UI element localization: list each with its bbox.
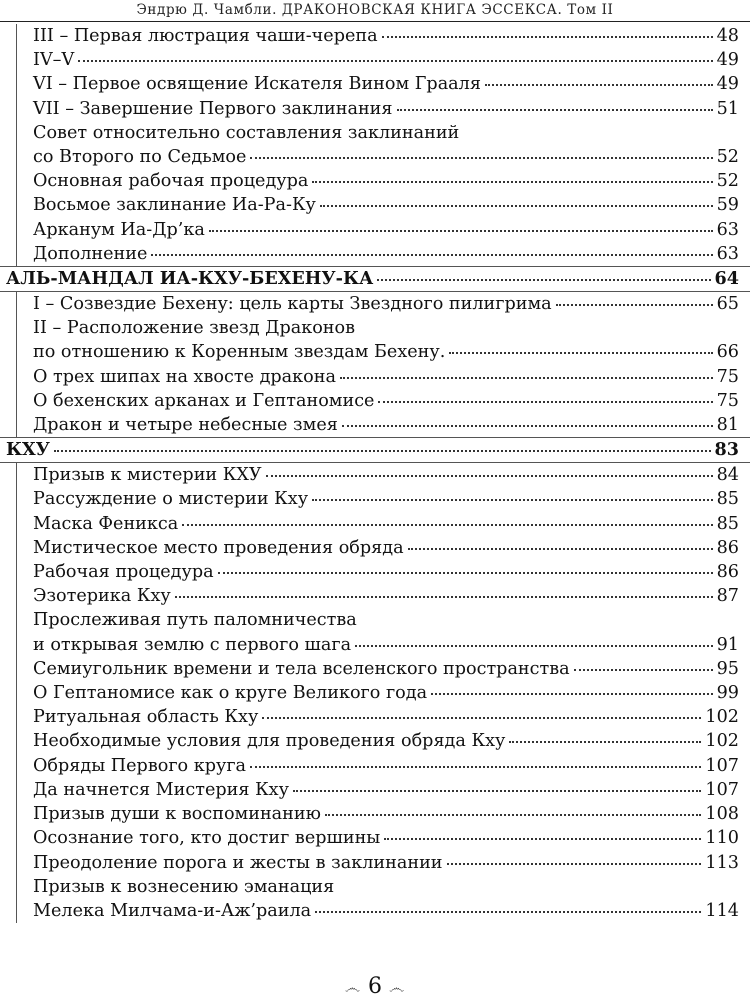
toc-entry[interactable] [0, 218, 750, 242]
toc-entry-title: Дополнение [33, 243, 148, 264]
toc-entry-title: Преодоление порога и жесты в заклинании [33, 852, 443, 873]
toc-page-number: 84 [716, 465, 739, 486]
dot-leader [342, 425, 713, 427]
toc-page-number: 86 [716, 537, 739, 558]
page-footer [0, 975, 750, 1000]
toc-entry-title: Арканум Иа-Др’ка [33, 219, 205, 240]
dot-leader [397, 109, 713, 111]
toc-entry-title: по отношению к Коренным звездам Бехену. [33, 342, 446, 363]
dot-leader [377, 279, 710, 281]
toc-entry-title: VI – Первое освящение Искателя Вином Грааля [33, 74, 481, 95]
indent-rule [16, 24, 17, 266]
toc-entry-title: IV–V [33, 50, 75, 71]
ornament-left-icon: ෴ [344, 978, 361, 997]
toc-entry[interactable] [0, 657, 750, 681]
toc-page-number: 59 [716, 195, 739, 216]
toc-entry-title: I – Созвездие Бехену: цель карты Звездного пилигрима [33, 294, 552, 315]
toc-entry[interactable] [0, 72, 750, 96]
toc-group-1 [0, 24, 750, 266]
section-page-number: 64 [714, 268, 739, 290]
toc-entry[interactable] [0, 292, 750, 316]
toc-entry[interactable] [0, 169, 750, 193]
toc-page-number: 66 [716, 342, 739, 363]
toc-entry-title-line: Прослеживая путь паломничества [33, 610, 357, 631]
header-rule [0, 21, 750, 22]
toc-page-number: 107 [705, 755, 739, 776]
dot-leader [382, 36, 713, 38]
toc-entry[interactable] [0, 389, 750, 413]
toc-entry-title: Мистическое место проведения обряда [33, 537, 404, 558]
toc-entry[interactable] [0, 608, 750, 656]
toc-page-number: 86 [716, 562, 739, 583]
toc-entry[interactable] [0, 536, 750, 560]
toc-page-number: 81 [716, 415, 739, 436]
toc-entry-title: и открывая землю с первого шага [33, 634, 352, 655]
toc-page-number: 114 [705, 900, 739, 921]
dot-leader [408, 548, 713, 550]
page-number: 6 [368, 974, 382, 999]
toc-entry-title: VII – Завершение Первого заклинания [33, 98, 393, 119]
toc-entry-title-line: II – Расположение звезд Драконов [33, 318, 356, 339]
toc-entry[interactable] [0, 97, 750, 121]
toc-entry-title-line: Призыв к вознесению эманация [33, 876, 335, 897]
toc-page-number: 91 [716, 634, 739, 655]
toc-page-number: 95 [716, 658, 739, 679]
toc-entry[interactable] [0, 681, 750, 705]
toc-entry[interactable] [0, 24, 750, 48]
toc-entry[interactable] [0, 802, 750, 826]
dot-leader [250, 157, 712, 159]
dot-leader [509, 741, 701, 743]
toc-entry-title: Необходимые условия для проведения обряда Кху [33, 731, 506, 752]
dot-leader [485, 84, 713, 86]
toc-entry-title: О бехенских арканах и Гептаномисе [33, 390, 375, 411]
dot-leader [574, 669, 713, 671]
toc-entry-title: Дракон и четыре небесные змея [33, 415, 338, 436]
toc-entry[interactable] [0, 851, 750, 875]
dot-leader [78, 60, 712, 62]
indent-rule [16, 463, 17, 923]
dot-leader [312, 499, 713, 501]
toc-page-number: 99 [716, 683, 739, 704]
ornament-right-icon: ෴ [389, 978, 406, 997]
toc-entry-title: О трех шипах на хвосте дракона [33, 366, 336, 387]
dot-leader [340, 377, 713, 379]
running-header: Эндрю Д. Чамбли. ДРАКОНОВСКАЯ КНИГА ЭССЕКСА. Том II [136, 2, 614, 18]
toc-page-number: 48 [716, 26, 739, 46]
dot-leader [175, 596, 713, 598]
toc-entry[interactable] [0, 705, 750, 729]
toc-entry[interactable] [0, 193, 750, 217]
toc-page-number: 107 [705, 779, 739, 800]
dot-leader [266, 475, 713, 477]
toc-page-number: 85 [716, 489, 739, 510]
toc-entry[interactable] [0, 875, 750, 923]
toc-entry[interactable] [0, 729, 750, 753]
toc-entry[interactable] [0, 48, 750, 72]
dot-leader [320, 205, 713, 207]
toc-page-number: 113 [705, 852, 739, 873]
toc-entry[interactable] [0, 463, 750, 487]
toc-page-number: 51 [716, 98, 739, 119]
dot-leader [218, 572, 713, 574]
toc-entry-title: Да начнется Мистерия Кху [33, 779, 289, 800]
dot-leader [355, 645, 713, 647]
section-title: КХУ [6, 439, 50, 461]
dot-leader [151, 254, 712, 256]
toc-page-number: 102 [705, 731, 739, 752]
toc-entry-title: Осознание того, кто достиг вершины [33, 828, 381, 849]
dot-leader [54, 450, 711, 452]
dot-leader [182, 524, 712, 526]
table-of-contents [0, 24, 750, 923]
toc-page-number: 75 [716, 366, 739, 387]
toc-page-number: 63 [716, 243, 739, 264]
dot-leader [449, 352, 712, 354]
dot-leader [312, 181, 712, 183]
toc-entry[interactable] [0, 778, 750, 802]
toc-entry[interactable] [0, 826, 750, 850]
indent-rule [16, 292, 17, 437]
toc-entry[interactable] [0, 316, 750, 364]
dot-leader [431, 693, 713, 695]
toc-entry-title: Семиугольник времени и тела вселенского пространства [33, 658, 570, 679]
section-title: АЛЬ-МАНДАЛ ИА-КХУ-БЕХЕНУ-КА [6, 268, 374, 290]
dot-leader [250, 766, 701, 768]
dot-leader [325, 814, 701, 816]
dot-leader [209, 230, 713, 232]
toc-page-number: 75 [716, 390, 739, 411]
toc-entry-title: О Гептаномисе как о круге Великого года [33, 683, 428, 704]
toc-entry[interactable] [0, 242, 750, 266]
toc-page-number: 87 [716, 586, 739, 607]
toc-entry[interactable] [0, 584, 750, 608]
toc-page-number: 65 [716, 294, 739, 315]
toc-page-number: 63 [716, 219, 739, 240]
dot-leader [315, 911, 701, 913]
toc-page-number: 110 [705, 828, 739, 849]
dot-leader [378, 401, 712, 403]
toc-page-number: 102 [705, 707, 739, 728]
toc-entry-title: Рабочая процедура [33, 562, 214, 583]
dot-leader [556, 304, 713, 306]
dot-leader [384, 838, 701, 840]
toc-entry[interactable] [0, 560, 750, 584]
toc-section-heading[interactable] [0, 267, 750, 291]
toc-entry[interactable] [0, 413, 750, 437]
toc-entry-title: III – Первая люстрация чаши-черепа [33, 26, 378, 46]
toc-entry-title: Мелека Милчама-и-Аж’раила [33, 900, 312, 921]
toc-page-number: 108 [705, 804, 739, 825]
toc-page-number: 49 [716, 50, 739, 71]
toc-page-number: 85 [716, 513, 739, 534]
toc-entry-title-line: Совет относительно составления заклинаний [33, 122, 460, 143]
toc-entry-title: со Второго по Седьмое [33, 147, 247, 168]
toc-group-2 [0, 292, 750, 437]
dot-leader [262, 717, 701, 719]
toc-entry-title: Восьмое заклинание Иа-Ра-Ку [33, 195, 316, 216]
toc-group-3 [0, 463, 750, 923]
toc-page-number: 52 [716, 171, 739, 192]
section-page-number: 83 [714, 439, 739, 461]
toc-entry-title: Обряды Первого круга [33, 755, 247, 776]
toc-entry-title: Основная рабочая процедура [33, 171, 309, 192]
toc-entry-title: Рассуждение о мистерии Кху [33, 489, 309, 510]
toc-entry[interactable] [0, 365, 750, 389]
toc-entry[interactable] [0, 121, 750, 169]
toc-entry[interactable] [0, 754, 750, 778]
toc-entry[interactable] [0, 487, 750, 511]
toc-entry-title: Призыв к мистерии КХУ [33, 465, 262, 486]
toc-entry-title: Эзотерика Кху [33, 586, 171, 607]
dot-leader [293, 790, 701, 792]
dot-leader [447, 863, 702, 865]
toc-entry-title: Ритуальная область Кху [33, 707, 259, 728]
toc-page-number: 52 [716, 147, 739, 168]
toc-page-number: 49 [716, 74, 739, 95]
toc-entry-title: Призыв души к воспоминанию [33, 804, 321, 825]
toc-entry[interactable] [0, 512, 750, 536]
toc-entry-title: Маска Феникса [33, 513, 179, 534]
toc-section-heading[interactable] [0, 438, 750, 462]
